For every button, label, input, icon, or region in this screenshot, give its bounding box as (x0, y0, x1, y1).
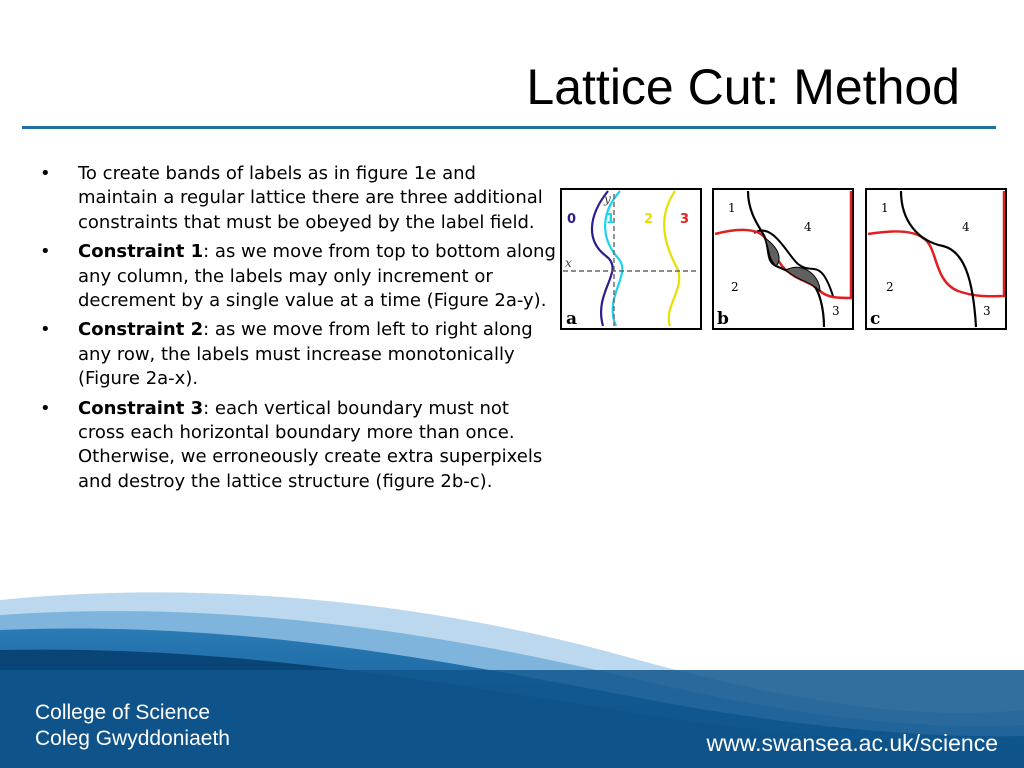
region-3: 3 (983, 304, 991, 318)
bullet-bold-term: Constraint 2 (78, 319, 204, 341)
region-1: 1 (728, 201, 736, 215)
axis-y-label: y (604, 192, 611, 206)
figure-panel-a (561, 189, 701, 329)
bullet-dot-icon: • (40, 163, 51, 184)
website-url[interactable]: www.swansea.ac.uk/science (706, 730, 998, 756)
bullet-item (36, 397, 556, 495)
panel-a-frame (561, 189, 701, 329)
bullet-dot-icon: • (40, 319, 51, 341)
region-1: 1 (881, 201, 889, 215)
label-3: 3 (680, 212, 690, 227)
bullet-bold-term: Constraint 1 (78, 241, 204, 263)
college-name-welsh: Coleg Gwyddoniaeth (35, 727, 230, 750)
region-2: 2 (886, 280, 894, 294)
bullet-list (36, 162, 556, 499)
panel-c-letter: c (870, 309, 881, 329)
axis-x-label: x (565, 256, 572, 270)
lattice-figure (558, 186, 1008, 336)
bullet-text: To create bands of labels as in figure 1e and maintain a regular lattice there are three additional constraints that must be obeyed by the label field. (78, 163, 543, 233)
slide-title: Lattice Cut: Method (526, 59, 960, 115)
bullet-item (36, 318, 556, 391)
bullet-text: : as we move from top to bottom along any column, the labels may only increment or decrement by a single value at a time (Figure 2a-y). (78, 241, 556, 312)
bullet-item (36, 240, 556, 313)
region-4: 4 (962, 220, 970, 234)
label-1: 1 (606, 212, 616, 227)
figure-panel-b (713, 189, 853, 329)
bullet-bold-term: Constraint 3 (78, 397, 204, 419)
bullet-text: : each vertical boundary must not cross each horizontal boundary more than once. Otherwise, we erroneously create extra superpixels and destroy the lattice structure (figure 2b-c). (78, 397, 543, 492)
figure-panel-c (866, 189, 1006, 329)
region-4: 4 (804, 220, 812, 234)
college-name-block (35, 700, 230, 752)
label-0: 0 (567, 212, 577, 227)
panel-a-letter: a (566, 309, 578, 329)
region-2: 2 (731, 280, 739, 294)
bullet-item (36, 162, 556, 235)
label-2: 2 (644, 212, 654, 227)
region-3: 3 (832, 304, 840, 318)
bullet-dot-icon: • (40, 241, 51, 263)
college-name-english: College of Science (35, 701, 211, 724)
title-divider (22, 126, 996, 129)
bullet-text: : as we move from left to right along any row, the labels must increase monotonically (Figure 2a-x). (78, 319, 533, 390)
bullet-dot-icon: • (40, 397, 51, 419)
panel-b-letter: b (717, 309, 729, 329)
